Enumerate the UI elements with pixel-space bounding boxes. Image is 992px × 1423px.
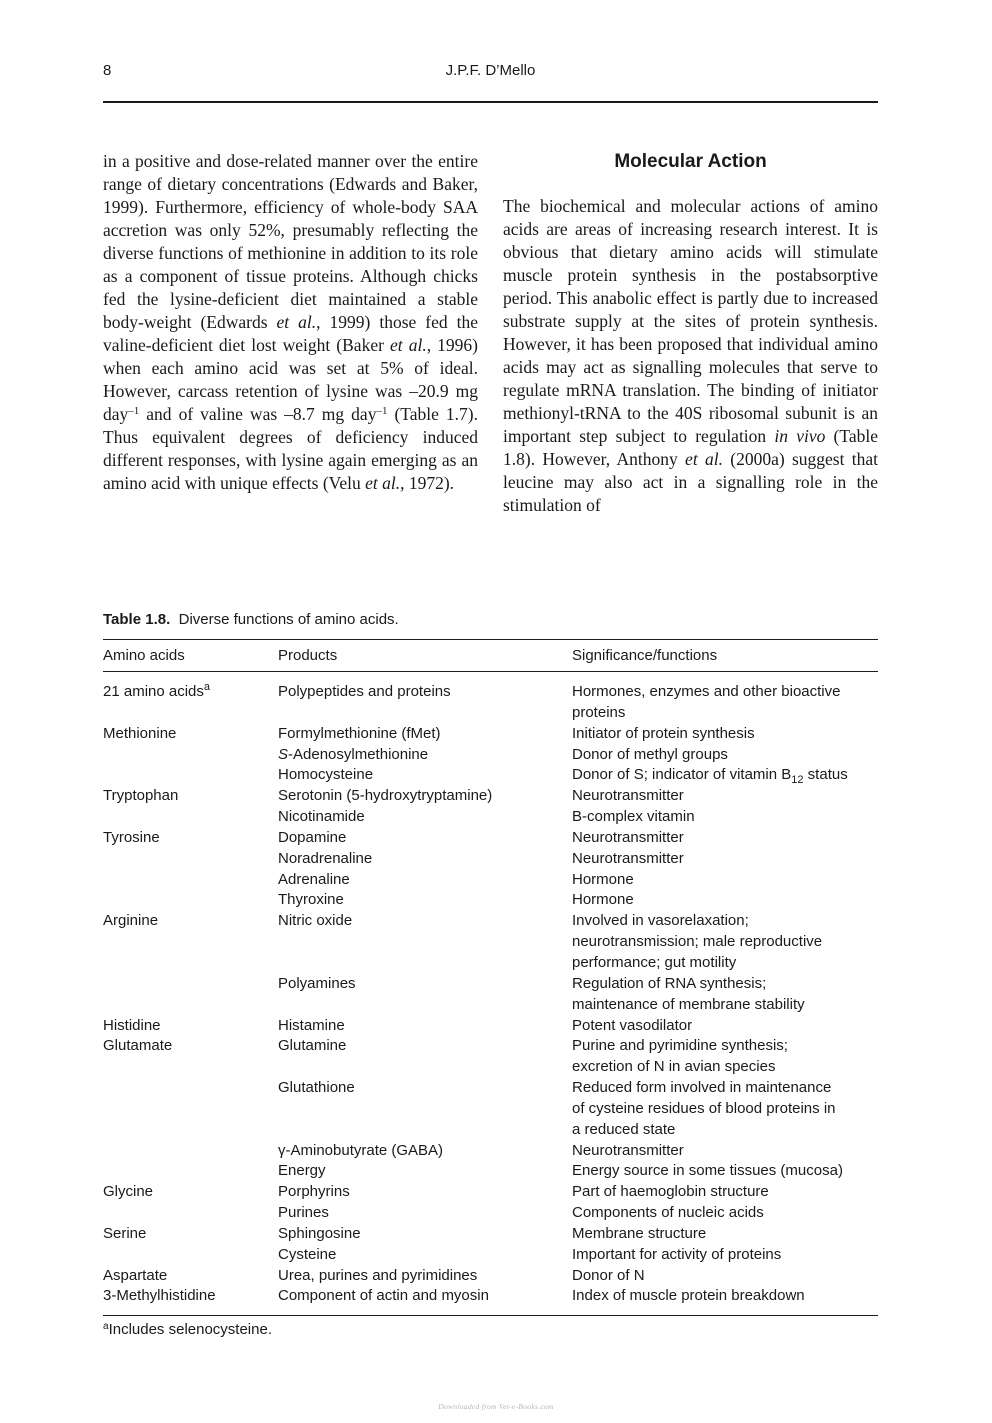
text-run: Tyrosine: [103, 828, 160, 846]
text-run: Potent vasodilator: [572, 1016, 693, 1034]
cell-product: [278, 1141, 572, 1162]
table-row: [103, 974, 878, 1016]
cell-amino-acid: [103, 1078, 278, 1141]
table-row: [103, 1266, 878, 1287]
cell-product: [278, 807, 572, 828]
table-row: [103, 682, 878, 724]
table-caption: [103, 610, 878, 630]
cell-amino-acid: [103, 1266, 278, 1287]
cell-product: [278, 1161, 572, 1182]
cell-significance: [572, 745, 878, 766]
cell-line: [572, 1120, 878, 1141]
cell-significance: [572, 1016, 878, 1037]
cell-amino-acid: [103, 1141, 278, 1162]
table-row: [103, 1078, 878, 1141]
cell-product: [278, 1016, 572, 1037]
text-run: Thyroxine: [278, 891, 344, 909]
italic-text: et al.: [390, 335, 427, 355]
cell-product: [278, 1224, 572, 1245]
cell-line: [572, 1057, 878, 1078]
cell-line: [572, 870, 878, 891]
cell-product: [278, 786, 572, 807]
table-row: [103, 1036, 878, 1078]
cell-significance: [572, 1161, 878, 1182]
cell-amino-acid: [103, 828, 278, 849]
text-run: Serine: [103, 1224, 147, 1242]
table-row: [103, 1141, 878, 1162]
text-run: Energy source in some tissues (mucosa): [572, 1162, 843, 1180]
text-run: B-complex vitamin: [572, 808, 695, 826]
cell-amino-acid: [103, 724, 278, 745]
cell-significance: [572, 1266, 878, 1287]
text-run: Urea, purines and pyrimidines: [278, 1266, 478, 1284]
text-run: Polypeptides and proteins: [278, 683, 451, 700]
text-run: Nitric oxide: [278, 912, 353, 930]
cell-line: [572, 1203, 878, 1224]
text-run: performance; gut motility: [572, 953, 737, 971]
text-run: Reduced form involved in maintenance: [572, 1079, 832, 1097]
text-run: , 1996) when each amino acid was set at 5% of ideal. However, carcass retention of lysine was –20.9 mg day: [103, 335, 478, 424]
text-run: Important for activity of proteins: [572, 1245, 782, 1263]
cell-line: [572, 974, 878, 995]
cell-product: [278, 870, 572, 891]
table-footnote: [103, 1320, 878, 1340]
text-run: γ-Aminobutyrate (GABA): [278, 1141, 444, 1159]
cell-amino-acid: [103, 807, 278, 828]
cell-significance: [572, 828, 878, 849]
text-run: Noradrenaline: [278, 849, 373, 867]
text-run: Part of haemoglobin structure: [572, 1183, 769, 1201]
cell-amino-acid: [103, 1245, 278, 1266]
table-row: [103, 807, 878, 828]
table-row: [103, 724, 878, 745]
cell-line: [572, 1182, 878, 1203]
text-run: Component of actin and myosin: [278, 1287, 489, 1305]
text-run: Index of muscle protein breakdown: [572, 1287, 805, 1305]
cell-significance: [572, 1182, 878, 1203]
table-row: [103, 1161, 878, 1182]
superscript: a: [103, 1321, 109, 1332]
text-run: of cysteine residues of blood proteins in: [572, 1099, 836, 1117]
cell-line: [572, 1286, 878, 1307]
superscript: –1: [128, 405, 140, 417]
text-run: Neurotransmitter: [572, 828, 684, 846]
cell-amino-acid: [103, 1182, 278, 1203]
text-run: , 1999) those fed the valine-deficient diet lost weight (Baker: [103, 312, 478, 355]
column-header-amino-acids: Amino acids: [103, 647, 185, 664]
cell-amino-acid: [103, 890, 278, 911]
text-run: Includes selenocysteine.: [108, 1321, 272, 1338]
cell-significance: [572, 1203, 878, 1224]
table-header-row: [103, 640, 878, 671]
cell-product: [278, 1078, 572, 1141]
text-run: Neurotransmitter: [572, 787, 684, 805]
cell-significance: [572, 1036, 878, 1078]
table-row: [103, 1203, 878, 1224]
cell-significance: [572, 974, 878, 1016]
cell-amino-acid: [103, 911, 278, 974]
cell-significance: [572, 807, 878, 828]
cell-amino-acid: [103, 870, 278, 891]
cell-significance: [572, 870, 878, 891]
cell-line: [572, 703, 878, 724]
left-paragraph: [103, 150, 478, 495]
cell-significance: [572, 890, 878, 911]
text-run: a reduced state: [572, 1120, 676, 1138]
cell-line: [572, 995, 878, 1016]
cell-product: [278, 911, 572, 974]
text-run: Purines: [278, 1204, 329, 1222]
text-run: Arginine: [103, 912, 159, 930]
table-caption-label: Table 1.8.: [103, 611, 171, 628]
cell-line: [572, 911, 878, 932]
cell-amino-acid: [103, 1036, 278, 1078]
cell-amino-acid: [103, 765, 278, 786]
cell-line: [572, 1078, 878, 1099]
text-run: Sphingosine: [278, 1224, 361, 1242]
italic-text: et al.: [365, 473, 401, 493]
text-run: Porphyrins: [278, 1183, 350, 1201]
text-run: Histidine: [103, 1016, 161, 1034]
text-run: , 1972).: [400, 473, 455, 493]
cell-product: [278, 890, 572, 911]
cell-line: [572, 786, 878, 807]
text-run: Components of nucleic acids: [572, 1204, 764, 1222]
table-row: [103, 1245, 878, 1266]
text-run: Glycine: [103, 1183, 154, 1201]
cell-significance: [572, 786, 878, 807]
table-row: [103, 786, 878, 807]
text-run: Histamine: [278, 1016, 345, 1034]
cell-significance: [572, 682, 878, 724]
cell-amino-acid: [103, 1161, 278, 1182]
superscript: –1: [376, 405, 388, 417]
cell-significance: [572, 1141, 878, 1162]
text-run: Polyamines: [278, 974, 356, 992]
text-run: in a positive and dose-related manner over the entire range of dietary concentrations (Edwards and Baker, 1999). Furthermore, efficiency of whole-body SAA accretion was only 52%, presumably reflecting the diverse functions of methionine in addition to its role as a component of tissue proteins. Although chicks fed the lysine-deficient diet maintained a stable body-weight (Edwards: [103, 151, 478, 332]
cell-line: [572, 1099, 878, 1120]
cell-significance: [572, 911, 878, 974]
column-header-products: Products: [278, 647, 338, 664]
cell-product: [278, 1245, 572, 1266]
cell-amino-acid: [103, 745, 278, 766]
cell-amino-acid: [103, 1016, 278, 1037]
text-run: Neurotransmitter: [572, 849, 684, 867]
text-run: status: [803, 766, 848, 784]
cell-line: [572, 1036, 878, 1057]
cell-product: [278, 1286, 572, 1307]
cell-line: [572, 1161, 878, 1182]
text-run: Adrenaline: [278, 870, 350, 888]
text-run: Involved in vasorelaxation;: [572, 912, 749, 930]
text-run: excretion of N in avian species: [572, 1058, 776, 1076]
cell-product: [278, 849, 572, 870]
text-run: (Table 1.7). Thus equivalent degrees of deficiency induced different responses, with lysine again emerging as an amino acid with unique effects (Velu: [103, 404, 478, 493]
cell-product: [278, 765, 572, 786]
text-run: Glutamate: [103, 1037, 173, 1055]
cell-line: [572, 932, 878, 953]
table-row: [103, 1182, 878, 1203]
text-run: Regulation of RNA synthesis;: [572, 974, 767, 992]
cell-amino-acid: [103, 682, 278, 724]
text-run: Donor of S; indicator of vitamin B: [572, 766, 792, 784]
cell-amino-acid: [103, 1224, 278, 1245]
text-run: Serotonin (5-hydroxytryptamine): [278, 787, 493, 805]
page-number: 8: [103, 62, 112, 79]
cell-product: [278, 1036, 572, 1078]
italic-text: et al.: [685, 449, 723, 469]
table-row: [103, 765, 878, 786]
text-run: Initiator of protein synthesis: [572, 724, 755, 742]
cell-product: [278, 1182, 572, 1203]
text-run: and of valine was –8.7 mg day: [139, 404, 377, 424]
cell-significance: [572, 1245, 878, 1266]
text-run: Glutathione: [278, 1079, 355, 1097]
table-caption-text: Diverse functions of amino acids.: [178, 611, 399, 628]
italic-text: et al.: [276, 312, 317, 332]
cell-line: [572, 890, 878, 911]
download-watermark: Downloaded from Vet-e-Books.com: [438, 1402, 554, 1411]
cell-line: [572, 1141, 878, 1162]
text-run: The biochemical and molecular actions of amino acids are areas of increasing research interest. It is obvious that dietary amino acids will stimulate muscle protein synthesis in the postabsorptive period. This anabolic effect is partly due to increased substrate supply at the sites of protein synthesis. However, it has been proposed that individual amino acids may act as signalling molecules that serve to regulate mRNA translation. The binding of initiator methionyl-tRNA to the 40S ribosomal subunit is an important step subject to regulation: [503, 196, 878, 446]
text-run: Hormone: [572, 870, 634, 888]
table-row: [103, 870, 878, 891]
cell-significance: [572, 765, 878, 786]
cell-line: [572, 745, 878, 766]
running-head-author: J.P.F. D’Mello: [445, 62, 536, 79]
text-run: maintenance of membrane stability: [572, 995, 805, 1013]
cell-line: [572, 1266, 878, 1287]
italic-text: in vivo: [774, 426, 826, 446]
right-paragraph: [503, 195, 878, 517]
cell-product: [278, 724, 572, 745]
text-run: Glutamine: [278, 1037, 347, 1055]
text-run: Donor of methyl groups: [572, 745, 728, 763]
table-bottom-rule: [103, 1315, 878, 1316]
text-run: Hormone: [572, 891, 634, 909]
table-row: [103, 745, 878, 766]
running-header: [103, 62, 878, 84]
superscript: a: [203, 681, 211, 693]
text-run: Donor of N: [572, 1266, 645, 1284]
cell-significance: [572, 1286, 878, 1307]
text-run: Cysteine: [278, 1245, 337, 1263]
table-row: [103, 1286, 878, 1307]
cell-amino-acid: [103, 1286, 278, 1307]
cell-amino-acid: [103, 849, 278, 870]
table-row: [103, 1016, 878, 1037]
text-run: (2000a) suggest that leucine may also act in a signalling role in the stimulation of: [503, 449, 878, 515]
text-run: Nicotinamide: [278, 808, 365, 826]
text-run: Tryptophan: [103, 787, 179, 805]
cell-significance: [572, 849, 878, 870]
text-run: Hormones, enzymes and other bioactive: [572, 683, 841, 700]
section-heading: Molecular Action: [614, 151, 767, 172]
cell-product: [278, 745, 572, 766]
text-run: 3-Methylhistidine: [103, 1287, 216, 1305]
cell-product: [278, 682, 572, 724]
table-row: [103, 911, 878, 974]
text-run: Methionine: [103, 724, 177, 742]
table-row: [103, 1224, 878, 1245]
cell-line: [572, 1245, 878, 1266]
cell-product: [278, 828, 572, 849]
cell-line: [572, 953, 878, 974]
cell-line: [572, 1016, 878, 1037]
left-text-column: [103, 150, 478, 495]
cell-product: [278, 974, 572, 1016]
text-run: neurotransmission; male reproductive: [572, 933, 823, 951]
table-row: [103, 890, 878, 911]
table-row: [103, 849, 878, 870]
cell-significance: [572, 1224, 878, 1245]
text-run: Energy: [278, 1162, 326, 1180]
header-rule: [103, 101, 878, 103]
cell-amino-acid: [103, 974, 278, 1016]
right-text-column: [503, 150, 878, 517]
text-run: -Adenosylmethionine: [288, 745, 429, 763]
column-header-significance: Significance/functions: [572, 647, 718, 664]
cell-product: [278, 1203, 572, 1224]
cell-line: [572, 828, 878, 849]
text-run: Formylmethionine (fMet): [278, 724, 441, 742]
cell-significance: [572, 724, 878, 745]
cell-significance: [572, 1078, 878, 1141]
cell-line: [572, 1224, 878, 1245]
text-run: Membrane structure: [572, 1224, 707, 1242]
cell-amino-acid: [103, 1203, 278, 1224]
cell-line: [572, 765, 878, 786]
amino-acid-functions-table: [103, 639, 878, 1316]
cell-product: [278, 1266, 572, 1287]
text-run: 21 amino acids: [103, 683, 204, 700]
table-body: [103, 672, 878, 1315]
cell-amino-acid: [103, 786, 278, 807]
text-run: Dopamine: [278, 828, 347, 846]
cell-line: [572, 682, 878, 703]
cell-line: [572, 807, 878, 828]
cell-line: [572, 849, 878, 870]
table-row: [103, 828, 878, 849]
subscript: 12: [791, 774, 804, 787]
cell-line: [572, 724, 878, 745]
text-run: Aspartate: [103, 1266, 168, 1284]
text-run: (Table 1.8). However, Anthony: [503, 426, 878, 469]
text-run: Neurotransmitter: [572, 1141, 684, 1159]
text-run: Purine and pyrimidine synthesis;: [572, 1037, 788, 1055]
text-run: proteins: [572, 703, 626, 721]
italic-text: S: [278, 745, 289, 763]
text-run: Homocysteine: [278, 766, 374, 784]
